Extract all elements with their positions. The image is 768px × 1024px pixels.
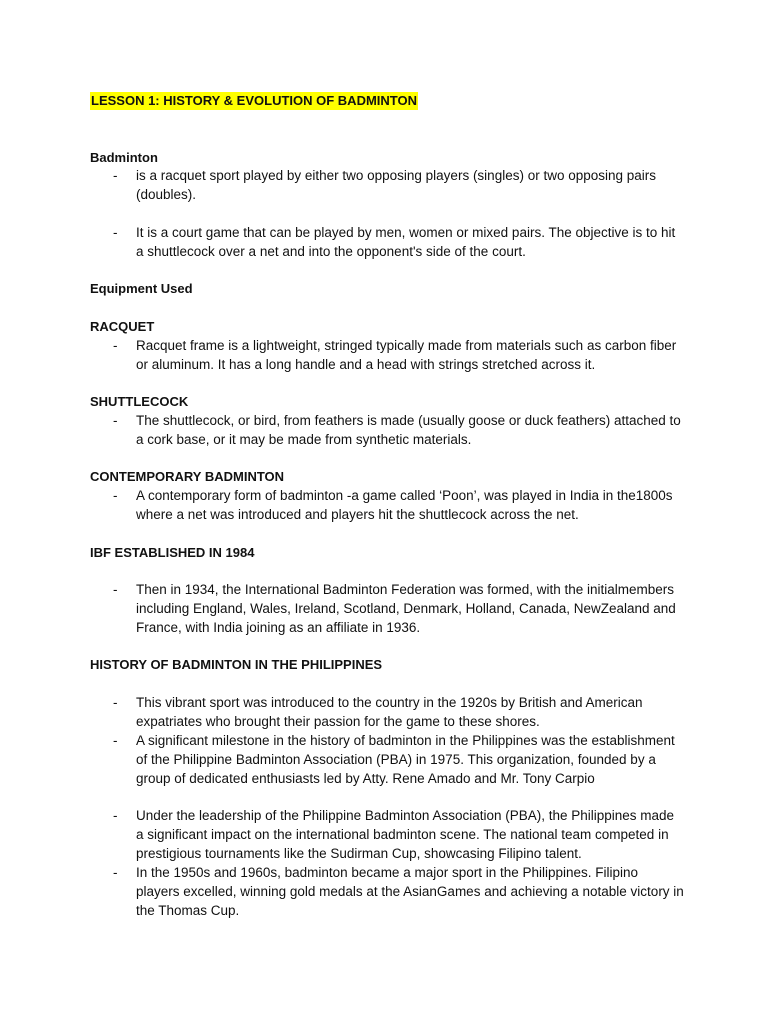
section-heading-shuttlecock: SHUTTLECOCK [90, 394, 189, 409]
list-item [90, 486, 690, 524]
bullet-dash: - [113, 733, 118, 748]
list-item-text: This vibrant sport was introduced to the country in the 1920s by British and American expatriates who brought their passion for the game to these shores. [136, 695, 643, 729]
bullet-dash: - [113, 695, 118, 710]
bullet-dash: - [113, 338, 118, 353]
list-item [90, 731, 690, 788]
list-item-text: Under the leadership of the Philippine Badminton Association (PBA), the Philippines made a significant impact on the international badminton scene. The national team competed in prestigious tournaments like the Sudirman Cup, showcasing Filipino talent. [136, 808, 675, 861]
list-item [90, 223, 690, 261]
list-item-text: Then in 1934, the International Badminton Federation was formed, with the initialmembers including England, Wales, Ireland, Scotland, Denmark, Holland, Canada, NewZealand and France, with India joining as an affiliate in 1936. [136, 582, 676, 635]
list-item-text: In the 1950s and 1960s, badminton became a major sport in the Philippines. Filipino players excelled, winning gold medals at the AsianGames and achieving a notable victory in the Thomas Cup. [136, 865, 684, 918]
bullet-dash: - [113, 413, 118, 428]
list-item [90, 693, 690, 731]
list-item [90, 411, 690, 449]
list-item [90, 580, 690, 637]
section-heading-badminton: Badminton [90, 150, 158, 165]
list-item-text: A contemporary form of badminton -a game called ‘Poon’, was played in India in the1800s where a net was introduced and players hit the shuttlecock across the net. [136, 488, 673, 522]
section-heading-equipment: Equipment Used [90, 281, 193, 296]
list-item-text: It is a court game that can be played by men, women or mixed pairs. The objective is to hit a shuttlecock over a net and into the opponent's side of the court. [136, 225, 676, 259]
section-heading-contemporary: CONTEMPORARY BADMINTON [90, 469, 285, 484]
list-item [90, 166, 690, 204]
bullet-dash: - [113, 865, 118, 880]
section-heading-philippines: HISTORY OF BADMINTON IN THE PHILIPPINES [90, 657, 383, 672]
list-item [90, 863, 690, 920]
list-item-text: Racquet frame is a lightweight, stringed typically made from materials such as carbon fiber or aluminum. It has a long handle and a head with strings stretched across it. [136, 338, 677, 372]
list-item [90, 336, 690, 374]
section-heading-racquet: RACQUET [90, 319, 155, 334]
bullet-dash: - [113, 582, 118, 597]
lesson-title: LESSON 1: HISTORY & EVOLUTION OF BADMINTON [91, 93, 417, 108]
bullet-dash: - [113, 225, 118, 240]
bullet-dash: - [113, 808, 118, 823]
list-item [90, 806, 690, 863]
bullet-dash: - [113, 488, 118, 503]
section-heading-ibf: IBF ESTABLISHED IN 1984 [90, 545, 255, 560]
list-item-text: A significant milestone in the history of badminton in the Philippines was the establishment of the Philippine Badminton Association (PBA) in 1975. This organization, founded by a group of dedicated enthusiasts led by Atty. Rene Amado and Mr. Tony Carpio [136, 733, 675, 786]
bullet-dash: - [113, 168, 118, 183]
list-item-text: is a racquet sport played by either two opposing players (singles) or two opposing pairs (doubles). [136, 168, 657, 202]
list-item-text: The shuttlecock, or bird, from feathers is made (usually goose or duck feathers) attached to a cork base, or it may be made from synthetic materials. [136, 413, 681, 447]
